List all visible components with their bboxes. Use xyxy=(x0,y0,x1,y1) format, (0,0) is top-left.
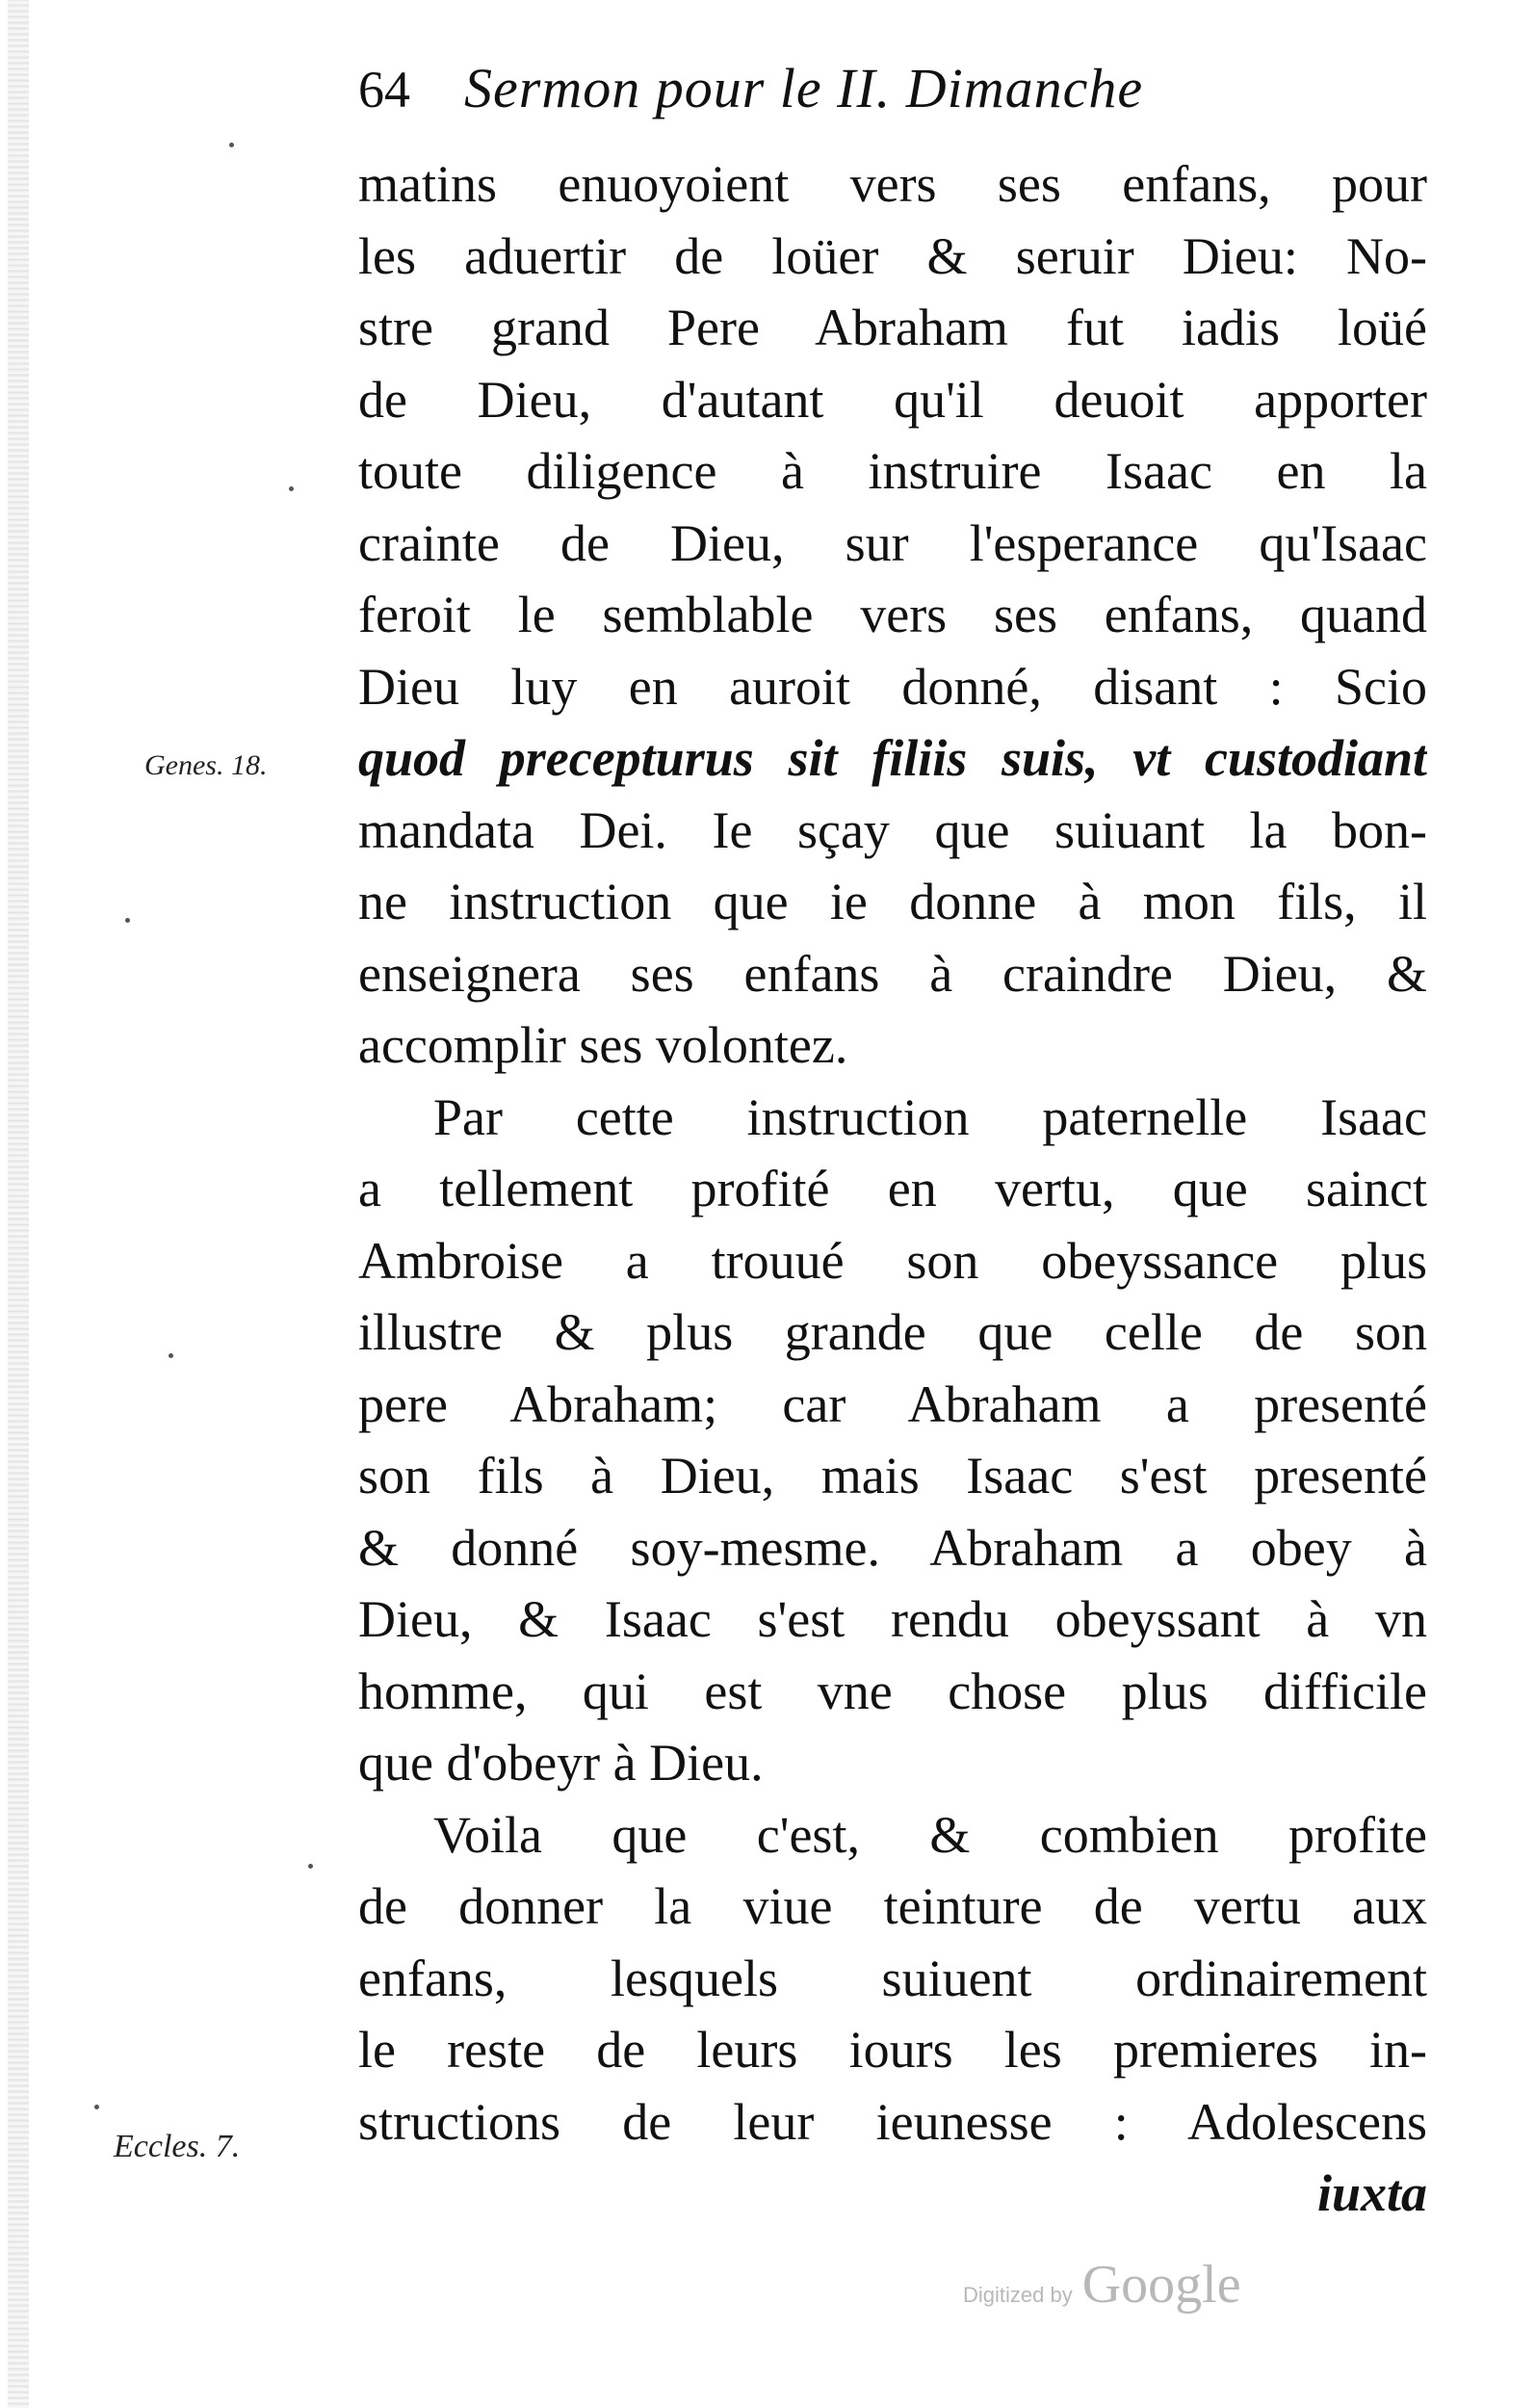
binding-edge xyxy=(8,0,29,2408)
text-line: ne instruction que ie donne à mon fils, il xyxy=(358,873,1427,930)
text-line: structions de leur ieunesse : Adolescens xyxy=(358,2092,1427,2151)
text-line: accomplir ses volontez. xyxy=(358,1016,848,1074)
margin-note-ecclesiastes: Eccles. 7. xyxy=(114,2129,241,2164)
text-line: & donné soy-mesme. Abraham a obey à xyxy=(358,1518,1427,1577)
page-header xyxy=(358,56,1427,148)
text-line: homme, qui est vne chose plus difficile xyxy=(358,1662,1427,1720)
text-line: son fils à Dieu, mais Isaac s'est presenté xyxy=(358,1447,1427,1505)
ink-speck xyxy=(308,1864,313,1869)
ink-speck xyxy=(229,143,234,147)
text-line: le reste de leurs iours les premieres in- xyxy=(358,2021,1427,2079)
ink-speck xyxy=(169,1353,173,1358)
paragraph-start-line: Voila que c'est, & combien profite xyxy=(433,1805,1427,1864)
ink-speck xyxy=(125,918,130,923)
running-title: Sermon pour le II. Dimanche xyxy=(464,57,1144,119)
text-line: toute diligence à instruire Isaac en la xyxy=(358,442,1427,500)
text-line: enfans, lesquels suiuent ordinairement xyxy=(358,1949,1427,2007)
ink-speck xyxy=(289,486,294,491)
text-line: enseignera ses enfans à craindre Dieu, & xyxy=(358,944,1427,1003)
catchword: iuxta xyxy=(1316,2164,1427,2222)
text-line: illustre & plus grande que celle de son xyxy=(358,1303,1427,1361)
text-line: de Dieu, d'autant qu'il deuoit apporter xyxy=(358,370,1427,429)
paragraph-start-line: Par cette instruction paternelle Isaac xyxy=(433,1087,1427,1146)
ink-speck xyxy=(94,2105,99,2109)
margin-note-genesis: Genes. 18. xyxy=(144,749,268,781)
text-line: mandata Dei. Ie sçay que suiuant la bon- xyxy=(358,800,1427,859)
text-line: que d'obeyr à Dieu. xyxy=(358,1734,764,1792)
body-text xyxy=(358,148,1427,2230)
watermark-brand: Google xyxy=(1081,2255,1241,2315)
text-line: stre grand Pere Abraham fut iadis loüé xyxy=(358,299,1427,356)
text-line: a tellement profité en vertu, que sainct xyxy=(358,1160,1427,1217)
text-line: Dieu luy en auroit donné, disant : Scio xyxy=(358,657,1427,716)
text-line: crainte de Dieu, sur l'esperance qu'Isaac xyxy=(358,513,1427,572)
text-line: les aduertir de loüer & seruir Dieu: No- xyxy=(358,226,1427,285)
text-line: de donner la viue teinture de vertu aux xyxy=(358,1877,1427,1935)
page-number: 64 xyxy=(358,61,410,118)
text-line: Ambroise a trouué son obeyssance plus xyxy=(358,1231,1427,1290)
text-line: pere Abraham; car Abraham a presenté xyxy=(358,1374,1427,1433)
digitized-watermark xyxy=(963,2254,1241,2316)
latin-quote-line: quod precepturus sit filiis suis, vt custodiant xyxy=(358,729,1427,787)
text-line: feroit le semblable vers ses enfans, quand xyxy=(358,586,1427,643)
book-page xyxy=(358,56,1427,2230)
watermark-prefix: Digitized by xyxy=(963,2283,1073,2307)
text-line: matins enuoyoient vers ses enfans, pour xyxy=(358,155,1427,213)
text-line: Dieu, & Isaac s'est rendu obeyssant à vn xyxy=(358,1590,1427,1648)
